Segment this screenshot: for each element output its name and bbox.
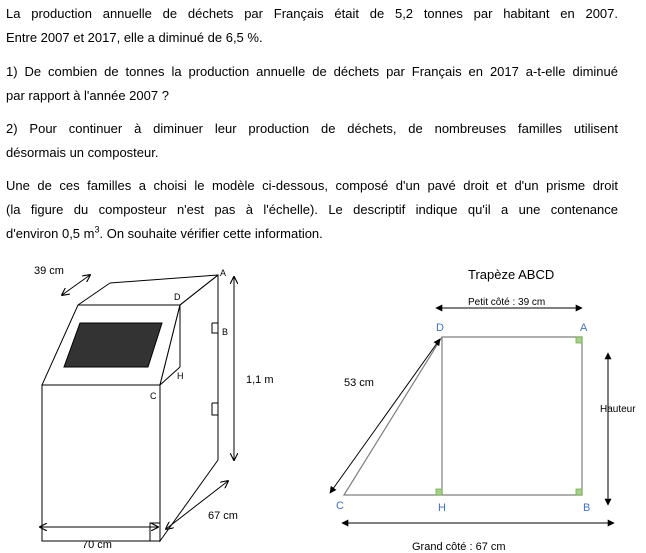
petit-cote-label: Petit côté : 39 cm xyxy=(468,297,546,308)
description-line-2: (la figure du composteur n'est pas à l'échelle). Le descriptif indique qu'il a une contenance xyxy=(6,202,618,217)
hypotenuse-arrow xyxy=(330,339,440,493)
composter-point-b: B xyxy=(222,327,229,337)
composter-point-c: C xyxy=(150,391,157,401)
composter-lid-panel xyxy=(64,323,162,367)
question-1 xyxy=(6,60,618,108)
composter-point-d: D xyxy=(174,292,181,302)
right-angle-a xyxy=(576,337,582,343)
trapeze-point-b: B xyxy=(583,502,591,514)
intro-paragraph xyxy=(6,2,618,50)
trapeze-point-h: H xyxy=(438,502,446,514)
description xyxy=(6,174,618,246)
question-1-line-2: par rapport à l'année 2007 ? xyxy=(6,88,169,103)
composter-figure xyxy=(42,275,218,541)
description-line-3-pre: d'environ 0,5 m xyxy=(6,226,95,241)
label-depth: 67 cm xyxy=(208,510,238,522)
question-2-line-1: 2) Pour continuer à diminuer leur production de déchets, de nombreuses familles utilisent xyxy=(6,121,618,136)
question-1-line-1: 1) De combien de tonnes la production annuelle de déchets par Français en 2017 a-t-elle diminué xyxy=(6,64,618,79)
composter-top-back-edge xyxy=(110,275,218,283)
description-line-3 xyxy=(6,222,618,246)
composter-front-face xyxy=(42,385,160,541)
trapeze-shape xyxy=(344,337,582,495)
question-2 xyxy=(6,117,618,165)
label-width: 70 cm xyxy=(82,539,112,551)
description-line-1: Une de ces familles a choisi le modèle ci-dessous, composé d'un pavé droit et d'un prisme droit xyxy=(6,178,618,193)
composter-point-h: H xyxy=(177,371,184,381)
right-angle-b xyxy=(576,489,582,495)
composter-point-a: A xyxy=(220,268,227,278)
composter-back-edge xyxy=(78,283,110,305)
hypotenuse-label: 53 cm xyxy=(344,377,374,389)
question-2-line-2: désormais un composteur. xyxy=(6,145,159,160)
intro-line-2: Entre 2007 et 2017, elle a diminué de 6,5 %. xyxy=(6,30,263,45)
figures xyxy=(0,255,646,553)
dim-top-depth-arrow xyxy=(62,275,90,295)
trapeze-title: Trapèze ABCD xyxy=(468,267,555,282)
label-top-depth: 39 cm xyxy=(34,265,64,277)
cubic-exponent: 3 xyxy=(94,224,100,235)
intro-line-1: La production annuelle de déchets par Français était de 5,2 tonnes par habitant en 2007. xyxy=(6,6,618,21)
trapeze-figure xyxy=(330,267,636,553)
trapeze-point-d: D xyxy=(436,322,444,334)
hauteur-label: Hauteur xyxy=(600,404,636,415)
trapeze-point-a: A xyxy=(580,322,588,334)
grand-cote-label: Grand côté : 67 cm xyxy=(412,541,506,553)
label-height: 1,1 m xyxy=(246,374,274,386)
description-line-3-post: . On souhaite vérifier cette information. xyxy=(99,226,323,241)
trapeze-point-c: C xyxy=(336,500,344,512)
right-angle-h xyxy=(436,489,442,495)
